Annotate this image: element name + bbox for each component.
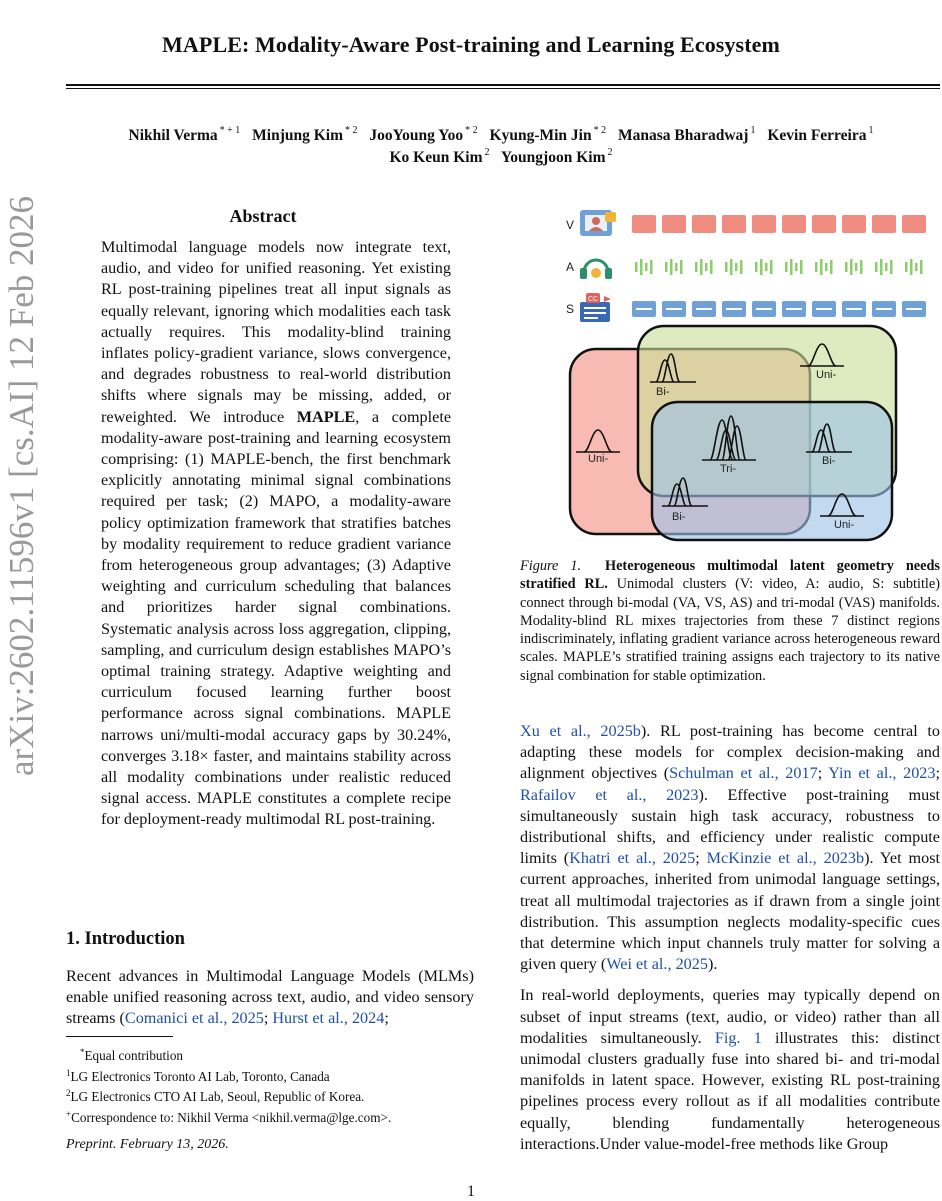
- arxiv-stamp[interactable]: arXiv:2602.11596v1 [cs.AI] 12 Feb 2026: [2, 195, 41, 776]
- citation-link[interactable]: McKinzie et al., 2023b: [706, 849, 865, 868]
- video-frame: [902, 215, 926, 233]
- audio-bar: [915, 263, 918, 271]
- page-number: 1: [467, 1183, 475, 1200]
- audio-bar: [640, 259, 643, 275]
- video-frame: [872, 215, 896, 233]
- audio-bar: [800, 260, 803, 274]
- figure-1-diagram: [560, 204, 940, 544]
- citation-link[interactable]: Wei et al., 2025: [606, 955, 708, 974]
- caption-bold: Heterogeneous multimodal latent geometry needs stratified RL.: [520, 558, 940, 593]
- audio-bar: [850, 259, 853, 275]
- caption-label: Figure 1.: [520, 558, 582, 574]
- audio-bar: [645, 263, 648, 271]
- audio-bar: [755, 262, 758, 272]
- audio-bar: [860, 260, 863, 274]
- intro-text: Recent advances in Multimodal Language Models (MLMs) enable unified reasoning across text, audio, and video sensory streams (: [66, 967, 474, 1028]
- citation-link[interactable]: Comanici et al., 2025: [124, 1009, 264, 1028]
- video-frame: [662, 215, 686, 233]
- figure-1-caption: [520, 557, 940, 685]
- audio-bar: [710, 260, 713, 274]
- subtitle-boxes: [632, 301, 926, 317]
- caption-text: Unimodal clusters (V: video, A: audio, S: subtitle) connect through bi-modal (VA, VS, AS) and tri-modal (VAS) manifolds. Modality-blind RL mixes trajectories from these 7 distinct regions indiscriminately, inflating gradient variance across heterogeneous reward scales. MAPLE’s stratified training assigns each trajectory to its native signal combination for stable optimization.: [520, 576, 941, 684]
- footnote-rule: [66, 1036, 173, 1037]
- author-aff: 2: [607, 147, 613, 158]
- subtitle-line: [846, 308, 862, 310]
- abstract-text: Multimodal language models now integrate text, audio, and video for unified reasoning. Yet existing RL post-training pipelines treat all input signals as equally relevant, ignoring which modalities each task actually requires. This modality-blind training inflates policy-gradient variance, slows convergence, and degrades robustness to real-world distribution shifts where signals may be missing, added, or reweighted. We introduce: [101, 238, 451, 426]
- video-frame: [782, 215, 806, 233]
- subtitle-line: [906, 308, 922, 310]
- audio-bar: [705, 263, 708, 271]
- abstract-body: [101, 237, 451, 831]
- audio-bar: [665, 262, 668, 272]
- subtitle-line: [696, 308, 712, 310]
- intro-paragraph-1: Xu et al., 2025b). RL post-training has become central to adapting these models for complex decision-making and alignment objectives (Schulman et al., 2017; Yin et al., 2023; Rafailov et al., 2023). Effective post-training must simultaneously sustain high task accuracy, robustness to distributional shifts, and efficiency under realistic compute limits (Khatri et al., 2025; McKinzie et al., 2023b). Yet most current approaches, inherited from unimodal language settings, treat all multimodal trajectories as if drawn from a single joint distribution. This assumption neglects modality-specific cues that determine which input channels truly matter for solving a given query (Wei et al., 2025).: [520, 722, 941, 974]
- paper-title: MAPLE: Modality-Aware Post-training and Learning Ecosystem: [162, 32, 780, 57]
- title-rule-top: [66, 84, 940, 86]
- figure-rows: [566, 210, 926, 322]
- audio-bar: [740, 260, 743, 274]
- audio-bar: [725, 262, 728, 272]
- citation-link[interactable]: Xu et al., 2025b: [520, 722, 641, 740]
- subtitle-line: [816, 308, 832, 310]
- audio-bar: [695, 262, 698, 272]
- footnote-correspondence: +Correspondence to: Nikhil Verma <nikhil.verma@lge.com>.: [66, 1108, 392, 1125]
- label-uni-video: Uni-: [588, 453, 609, 465]
- author-name: Ko Keun Kim: [389, 149, 483, 166]
- label-uni-subtitle: Uni-: [834, 519, 855, 531]
- audio-bar: [770, 260, 773, 274]
- video-frame: [812, 215, 836, 233]
- author-line-2: [0, 147, 942, 167]
- audio-bar: [635, 262, 638, 272]
- subtitle-line: [786, 308, 802, 310]
- audio-bar: [855, 263, 858, 271]
- citation-link[interactable]: Schulman et al., 2017: [669, 764, 818, 783]
- section-heading-introduction: 1. Introduction: [66, 929, 185, 949]
- row-label-subtitle: S: [566, 302, 575, 316]
- audio-bar: [650, 260, 653, 274]
- headphones-icon: [580, 260, 612, 279]
- author-name: Kevin Ferreira: [767, 127, 867, 144]
- audio-bar: [875, 262, 878, 272]
- citation-link[interactable]: Hurst et al., 2024: [272, 1009, 385, 1028]
- author-name: Youngjoon Kim: [500, 149, 606, 166]
- row-label-video: V: [566, 218, 575, 232]
- abstract-heading: Abstract: [229, 206, 297, 226]
- audio-bar: [790, 259, 793, 275]
- author-name: JooYoung Yoo: [369, 127, 464, 144]
- audio-bar: [680, 260, 683, 274]
- author-aff: * 2: [593, 125, 607, 136]
- author-name: Manasa Bharadwaj: [617, 127, 749, 144]
- footnote-aff1: $^1$LG Electronics Toronto AI Lab, Toronto, Canada: [66, 1067, 330, 1084]
- subtitle-line: [666, 308, 682, 310]
- label-bi-vs: Bi-: [672, 511, 686, 523]
- video-frame: [692, 215, 716, 233]
- video-frame: [632, 215, 656, 233]
- audio-bar: [785, 262, 788, 272]
- footnotes: [66, 1044, 486, 1126]
- label-uni-audio: Uni-: [816, 369, 837, 381]
- audio-bar: [825, 263, 828, 271]
- audio-bar: [820, 259, 823, 275]
- citation-link[interactable]: Khatri et al., 2025: [569, 849, 696, 868]
- audio-bar: [890, 260, 893, 274]
- audio-bar: [670, 259, 673, 275]
- video-frame: [752, 215, 776, 233]
- author-aff: 2: [484, 147, 490, 158]
- audio-bar: [845, 262, 848, 272]
- subtitle-region: [652, 402, 892, 540]
- audio-bar: [765, 263, 768, 271]
- audio-bar: [735, 263, 738, 271]
- intro-paragraph-2: In real-world deployments, queries may typically depend on subset of input streams (text, audio, or video) rather than all modalities simultaneously. Fig. 1 illustrates this: distinct unimodal clusters gradually fuse into shared bi- and tri-modal manifolds in latent space. However, existing RL post-training pipelines process every rollout as if all modalities contribute equally, blending fundamentally heterogeneous interactions.Under value-model-free methods like Group: [520, 986, 940, 1153]
- subtitle-line: [876, 308, 892, 310]
- video-icon: [580, 210, 616, 236]
- author-aff: * 2: [345, 125, 358, 136]
- abstract-text: , a complete modality-aware post-training and learning ecosystem comprising: (1) MAPLE-bench, the first benchmark explicitly annotating minimal signal combinations required per task; (2) MAPO, a modality-aware policy optimization framework that stratifies batches by modality requirement to reduce gradient variance from heterogeneous group advantages; (3) Adaptive weighting and curriculum scheduling that balances and prioritizes harder signal combinations. Systematic analysis across loss aggregation, clipping, sampling, and curriculum design establishes MAPO’s optimal training strategy. Adaptive weighting and curriculum focused learning further boost performance across signal combinations. MAPLE narrows uni/multi-modal accuracy gaps by 30.24%, converges 3.18× faster, and maintains stability across all modality combinations under realistic reduced signal access. MAPLE constitutes a complete recipe for deployment-ready multimodal RL post-training.: [101, 407, 452, 829]
- subtitle-line: [756, 308, 772, 310]
- video-frame: [842, 215, 866, 233]
- audio-bar: [760, 259, 763, 275]
- citation-link[interactable]: Yin et al., 2023: [828, 764, 936, 783]
- footnote-aff2: $^2$LG Electronics CTO AI Lab, Seoul, Republic of Korea.: [66, 1088, 365, 1104]
- label-bi-as: Bi-: [822, 455, 836, 467]
- author-aff: 1: [750, 125, 756, 136]
- label-bi-va: Bi-: [656, 386, 670, 398]
- author-name: Minjung Kim: [252, 127, 344, 144]
- audio-bar: [730, 259, 733, 275]
- preprint-note: Preprint. February 13, 2026.: [66, 1137, 229, 1152]
- audio-bar: [885, 263, 888, 271]
- author-aff: 1: [868, 125, 874, 136]
- video-frame: [722, 215, 746, 233]
- row-label-audio: A: [566, 260, 575, 274]
- intro-right-column: [520, 721, 940, 1165]
- footnote-equal: *Equal contribution: [80, 1047, 184, 1063]
- abstract-bold: MAPLE: [296, 407, 356, 426]
- subtitle-line: [726, 308, 742, 310]
- audio-bar: [815, 262, 818, 272]
- author-line-1: [0, 125, 942, 145]
- video-frame-strips: [632, 215, 926, 233]
- author-aff: * + 1: [219, 125, 241, 136]
- introduction-paragraph: Recent advances in Multimodal Language Models (MLMs) enable unified reasoning across text, audio, and video sensory streams (Comanici et al., 2025; Hurst et al., 2024;: [66, 967, 474, 1028]
- label-tri: Tri-: [720, 463, 737, 475]
- citation-link[interactable]: Rafailov et al., 2023: [520, 785, 699, 804]
- audio-bar: [795, 263, 798, 271]
- audio-bar: [675, 263, 678, 271]
- audio-bar: [700, 259, 703, 275]
- audio-bar: [910, 259, 913, 275]
- figure-reference-link[interactable]: Fig. 1: [714, 1028, 762, 1047]
- audio-wave-bars: [635, 259, 923, 275]
- author-name: Kyung-Min Jin: [489, 127, 592, 144]
- audio-bar: [920, 260, 923, 274]
- cc-badge: CC: [588, 296, 599, 303]
- author-aff: * 2: [465, 125, 478, 136]
- subtitle-icon: [580, 293, 611, 322]
- audio-bar: [905, 262, 908, 272]
- audio-bar: [880, 259, 883, 275]
- author-name: Nikhil Verma: [128, 127, 218, 144]
- title-rule-bottom: [66, 88, 940, 89]
- audio-bar: [830, 260, 833, 274]
- subtitle-line: [636, 308, 652, 310]
